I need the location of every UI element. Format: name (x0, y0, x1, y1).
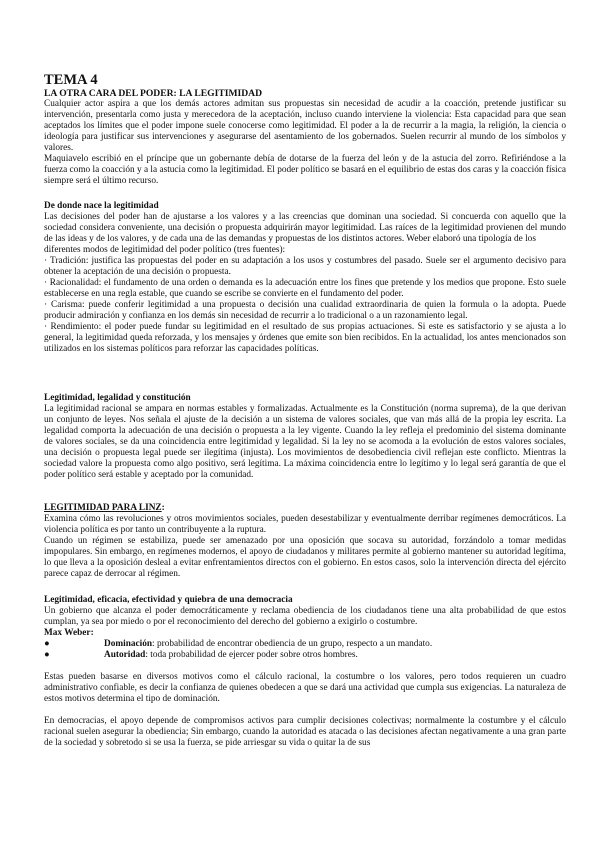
section-heading: De donde nace la legitimidad (44, 201, 159, 211)
section-legalidad (44, 393, 566, 481)
paragraph: Maquiavelo escribió en el príncipe que un gobernante debía de dotarse de la fuerza del león y de la astucia del zorro. Refiriéndose a la fuerza como la coacción y a la astucia como la legitimidad. El poder político se basará en el equilibrio de estas dos caras y la coacción física siempre será el último recurso. (44, 154, 566, 186)
intro-section (44, 72, 566, 187)
list-item: · Racionalidad: el fundamento de una orden o demanda es la adecuación entre los fines que pretende y los medios que propone. Esto suele establecerse en una regla estable, que cuando se escribe se convierte en el fundamento del poder. (44, 278, 566, 299)
section-heading: Legitimidad, eficacia, efectividad y quiebra de una democracia (44, 595, 293, 605)
section-heading: LEGITIMIDAD PARA LINZ (44, 503, 162, 513)
bullet-item (44, 639, 566, 650)
section-origen-legitimidad (44, 201, 566, 355)
section-heading: Legitimidad, legalidad y constitución (44, 393, 191, 403)
weber-label: Max Weber (44, 628, 91, 638)
paragraph: Un gobierno que alcanza el poder democráticamente y reclama obediencia de los ciudadanos tiene una alta probabilidad de que estos cumplan, ya sea por miedo o por el reconocimiento del derecho del gobierno a exigirlo o costumbre. (44, 606, 566, 627)
document-title: TEMA 4 (44, 72, 98, 88)
paragraph: Examina cómo las revoluciones y otros movimientos sociales, pueden desestabilizar y eventualmente derribar regímenes democráticos. La violencia política es por tanto un contribuyente a la ruptura. (44, 514, 566, 535)
paragraph: Las decisiones del poder han de ajustarse a los valores y a las creencias que dominan una sociedad. Si concuerda con aquello que la sociedad considera conveniente, una decisión o propuesta adquirirán mayor legitimidad. Las raíces de la legitimidad provienen del mundo de las ideas y de los valores, y de cada una de las demandas y propuestas de los distintos actores. Weber elaboró una tipología de los (44, 212, 566, 244)
paragraph: La legitimidad racional se ampara en normas estables y formalizadas. Actualmente es la Constitución (norma suprema), de la que derivan un conjunto de leyes. Nos señala el ajuste de la decisión a un sistema de valores sociales, que van más allá de la propia ley escrita. La legalidad comporta la adecuación de una decisión o propuesta a la ley vigente. Cuando la ley refleja el predominio del sistema dominante de valores sociales, se da una coincidencia entre legitimidad y legalidad. Si la ley no se acomoda a la evolución de estos valores sociales, una decisión o propuesta legal puede ser ilegítima (injusta). Los movimientos de desobediencia civil reflejan este conflicto. Mientras la sociedad valore la propuesta como algo positivo, será legítima. La máxima coincidencia entre lo legítimo y lo legal será garantía de que el poder político será estable y aceptado por la comunidad. (44, 404, 566, 480)
paragraph: diferentes modos de legitimidad del poder político (tres fuentes): (44, 245, 286, 255)
paragraph: Estas pueden basarse en diversos motivos como el cálculo racional, la costumbre o los valores, pero todos requieren un cuadro administrativo confiable, es decir la confianza de quienes obedecen a que se dará una actividad que cumpla sus exigencias. La naturaleza de estos motivos determina el tipo de dominación. (44, 672, 566, 704)
section-quiebra-democracia (44, 595, 566, 749)
document-subtitle: LA OTRA CARA DEL PODER: LA LEGITIMIDAD (44, 88, 263, 99)
heading-suffix: : (161, 503, 165, 513)
paragraph: Cualquier actor aspira a que los demás actores admitan sus propuestas sin necesidad de acudir a la coacción, pretende justificar su intervención, presentarla como justa y merecedora de la aceptación, incluso cuando interviene la violencia: Esta capacidad para que sean aceptados los límites que el poder impone suele conocerse como legitimidad. El poder a la de recurrir a la magia, la religión, la ciencia o ideología para justificar sus intervenciones y asegurarse del asentamiento de los gobernados. Suelen recurrir al mundo de los símbolos y valores. (44, 99, 566, 153)
list-item: · Rendimiento: el poder puede fundar su legitimidad en el resultado de sus propias actuaciones. Si este es satisfactorio y se ajusta a lo general, la legitimidad queda reforzada, y los mensajes y órdenes que emite son bien recibidos. En la actualidad, los antes mencionados son utilizados en los sistemas políticos para reforzar las capacidades políticas. (44, 322, 566, 354)
bullet-term: Dominación (104, 639, 153, 649)
bullet-term: Autoridad (104, 650, 146, 660)
bullet-icon: ● (44, 639, 50, 649)
bullet-text: : toda probabilidad de ejercer poder sobre otros hombres. (145, 650, 358, 660)
paragraph: En democracias, el apoyo depende de compromisos activos para cumplir decisiones colectivas; normalmente la costumbre y el cálculo racional suelen asegurar la obediencia; Sin embargo, cuando la autoridad es atacada o las decisiones afectan negativamente a una gran parte de la sociedad y sobretodo si se usa la fuerza, se pide arriesgar su vida o quitar la de sus (44, 716, 566, 748)
list-item: · Tradición: justifica las propuestas del poder en su adaptación a los usos y costumbres del pasado. Suele ser el argumento decisivo para obtener la aceptación de una decisión o propuesta. (44, 256, 566, 277)
bullet-item (44, 650, 566, 661)
bullet-icon: ● (44, 650, 50, 660)
list-item: · Carisma: puede conferir legitimidad a una propuesta o decisión una cualidad extraordinaria de quien la formula o la adopta. Puede producir admiración y confianza en los demás sin necesidad de recurrir a lo tradicional o a un razonamiento legal. (44, 300, 566, 321)
paragraph: Cuando un régimen se estabiliza, puede ser amenazado por una oposición que socava su autoridad, forzándolo a tomar medidas impopulares. Sin embargo, en regímenes modernos, el apoyo de ciudadanos y militares permite al gobierno mantener su autoridad legítima, lo que lleva a la oposición desleal a evitar enfrentamientos directos con el gobierno. En estos casos, solo la intervención directa del ejército parece capaz de derrocar al régimen. (44, 536, 566, 579)
label-suffix: : (90, 628, 94, 638)
bullet-text: : probabilidad de encontrar obediencia de un grupo, respecto a un mandato. (152, 639, 433, 649)
section-linz (44, 503, 566, 580)
